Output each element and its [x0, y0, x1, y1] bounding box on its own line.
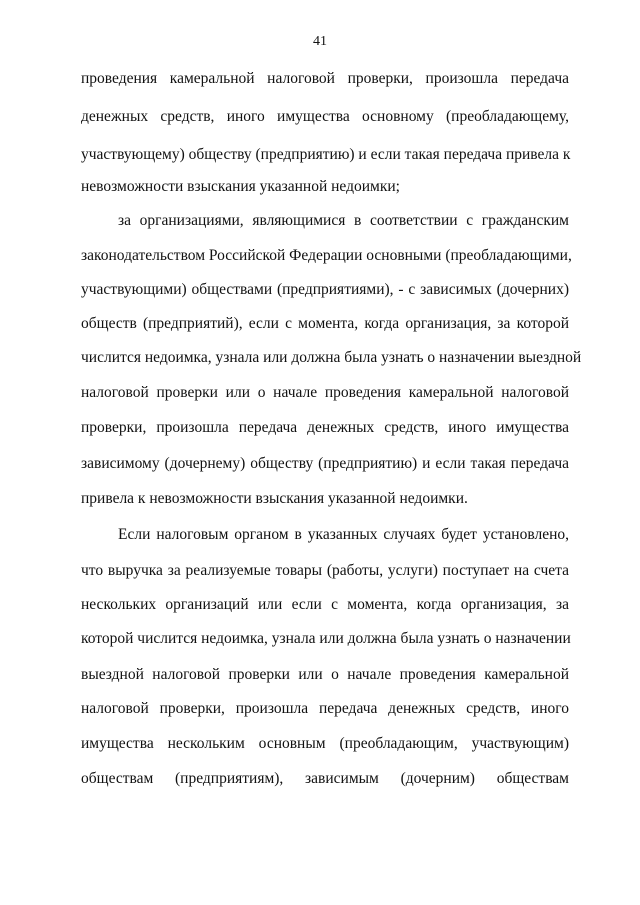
text-line-5: за организациями, являющимися в соответствии с гражданским	[118, 212, 569, 229]
text-line-6: законодательством Российской Федерации основными (преобладающими,	[81, 247, 572, 264]
text-line-13: привела к невозможности взыскания указанной недоимки.	[81, 490, 468, 507]
text-line-12: зависимому (дочернему) обществу (предприятию) и если такая передача	[81, 455, 569, 472]
text-line-20: имущества нескольким основным (преобладающим, участвующим)	[81, 735, 569, 752]
text-line-4: невозможности взыскания указанной недоимки;	[81, 178, 400, 195]
text-line-1: проведения камеральной налоговой проверки, произошла передача	[81, 70, 569, 87]
text-line-21: обществам (предприятиям), зависимым (дочерним) обществам	[81, 770, 569, 787]
text-line-19: налоговой проверки, произошла передача денежных средств, иного	[81, 700, 569, 717]
text-line-11: проверки, произошла передача денежных средств, иного имущества	[81, 419, 569, 436]
text-line-18: выездной налоговой проверки или о начале проведения камеральной	[81, 666, 569, 683]
text-line-7: участвующими) обществами (предприятиями), - с зависимых (дочерних)	[81, 281, 569, 298]
text-line-3: участвующему) обществу (предприятию) и если такая передача привела к	[81, 146, 571, 163]
text-line-14: Если налоговым органом в указанных случаях будет установлено,	[118, 526, 569, 543]
page-number: 41	[313, 34, 327, 49]
text-line-9: числится недоимка, узнала или должна была узнать о назначении выездной	[81, 349, 582, 366]
text-line-17: которой числится недоимка, узнала или должна была узнать о назначении	[81, 630, 571, 647]
text-line-15: что выручка за реализуемые товары (работы, услуги) поступает на счета	[81, 562, 569, 579]
text-line-10: налоговой проверки или о начале проведения камеральной налоговой	[81, 384, 569, 401]
text-line-16: нескольких организаций или если с момента, когда организация, за	[81, 596, 569, 613]
text-line-2: денежных средств, иного имущества основному (преобладающему,	[81, 108, 569, 125]
text-line-8: обществ (предприятий), если с момента, когда организация, за которой	[81, 315, 569, 332]
